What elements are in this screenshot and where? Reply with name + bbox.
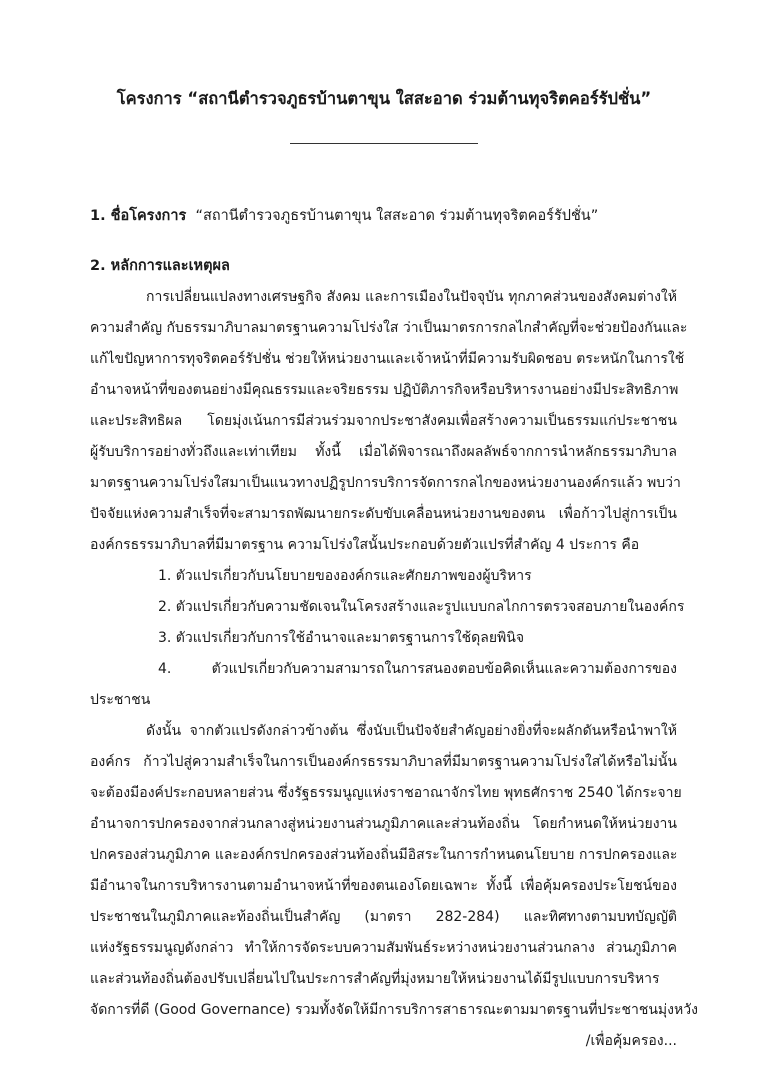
- paragraph-line: แก้ไขปัญหาการทุจริตคอร์รัปชั่น ช่วยให้หน่วยงานและเจ้าหน้าที่มีความรับผิดชอบ ตระหนักในการใช้: [90, 351, 685, 367]
- continuation-note: /เพื่อคุ้มครอง...: [585, 1033, 677, 1049]
- section-2-label: 2. หลักการและเหตุผล: [90, 258, 230, 274]
- paragraph-line: ผู้รับบริการอย่างทั่วถึงและเท่าเทียม ทั้งนี้ เมื่อได้พิจารณาถึงผลลัพธ์จากการนำหลักธรรมาภิบาล: [90, 444, 677, 460]
- paragraph-line: มีอำนาจในการบริหารงานตามอำนาจหน้าที่ของตนเองโดยเฉพาะ ทั้งนี้ เพื่อคุ้มครองประโยชน์ของ: [90, 878, 677, 894]
- list-item: 3. ตัวแปรเกี่ยวกับการใช้อำนาจและมาตรฐานการใช้ดุลยพินิจ: [158, 630, 525, 646]
- section-1-label: 1. ชื่อโครงการ: [90, 208, 187, 224]
- section-1-value: “สถานีตำรวจภูธรบ้านตาขุน ใสสะอาด ร่วมต้านทุจริตคอร์รัปชั่น”: [195, 208, 599, 224]
- list-item-continuation: ประชาชน: [90, 692, 151, 708]
- paragraph-line: องค์กรธรรมาภิบาลที่มีมาตรฐาน ความโปร่งใสนั้นประกอบด้วยตัวแปรที่สำคัญ 4 ประการ คือ: [90, 537, 640, 553]
- paragraph-line: ประชาชนในภูมิภาคและท้องถิ่นเป็นสำคัญ (มาตรา 282-284) และทิศทางตามบทบัญญัติ: [90, 909, 677, 925]
- section-project-name: [90, 204, 598, 227]
- paragraph-line: องค์กร ก้าวไปสู่ความสำเร็จในการเป็นองค์กรธรรมาภิบาลที่มีมาตรฐานความโปร่งใสได้หรือไม่นั้น: [90, 754, 677, 770]
- body-text: [90, 284, 698, 1028]
- paragraph-line: อำนาจการปกครองจากส่วนกลางสู่หน่วยงานส่วนภูมิภาคและส่วนท้องถิ่น โดยกำหนดให้หน่วยงาน: [90, 816, 677, 832]
- paragraph-line: จะต้องมีองค์ประกอบหลายส่วน ซึ่งรัฐธรรมนูญแห่งราชอาณาจักรไทย พุทธศักราช 2540 ได้กระจาย: [90, 785, 682, 801]
- paragraph-line: ปัจจัยแห่งความสำเร็จที่จะสามารถพัฒนายกระดับขับเคลื่อนหน่วยงานของตน เพื่อก้าวไปสู่การเป็น: [90, 506, 677, 522]
- paragraph-line: จัดการที่ดี (Good Governance) รวมทั้งจัดให้มีการบริการสาธารณะตามมาตรฐานที่ประชาชนมุ่งหวัง: [90, 1002, 698, 1018]
- paragraph-line: และประสิทธิผล โดยมุ่งเน้นการมีส่วนร่วมจากประชาสังคมเพื่อสร้างความเป็นธรรมแก่ประชาชน: [90, 413, 677, 429]
- paragraph-line: ความสำคัญ กับธรรมาภิบาลมาตรฐานความโปร่งใส ว่าเป็นมาตรการกลไกสำคัญที่จะช่วยป้องกันและ: [90, 320, 688, 336]
- list-item: 4. ตัวแปรเกี่ยวกับความสามารถในการสนองตอบข้อคิดเห็นและความต้องการของ: [158, 661, 677, 677]
- paragraph-line: มาตรฐานความโปร่งใสมาเป็นแนวทางปฏิรูปการบริการจัดการกลไกของหน่วยงานองค์กรแล้ว พบว่า: [90, 475, 681, 491]
- list-item: 2. ตัวแปรเกี่ยวกับความชัดเจนในโครงสร้างและรูปแบบกลไกการตรวจสอบภายในองค์กร: [158, 599, 685, 615]
- paragraph-line: อำนาจหน้าที่ของตนอย่างมีคุณธรรมและจริยธรรม ปฏิบัติภารกิจหรือบริหารงานอย่างมีประสิทธิภาพ: [90, 382, 679, 398]
- document-title: โครงการ “สถานีตำรวจภูธรบ้านตาขุน ใสสะอาด ร่วมต้านทุจริตคอร์รัปชั่น”: [116, 89, 652, 108]
- paragraph-line: แห่งรัฐธรรมนูญดังกล่าว ทำให้การจัดระบบความสัมพันธ์ระหว่างหน่วยงานส่วนกลาง ส่วนภูมิภาค: [90, 940, 677, 956]
- list-item: 1. ตัวแปรเกี่ยวกับนโยบายขององค์กรและศักยภาพของผู้บริหาร: [158, 568, 532, 584]
- paragraph-line: การเปลี่ยนแปลงทางเศรษฐกิจ สังคม และการเมืองในปัจจุบัน ทุกภาคส่วนของสังคมต่างให้: [146, 289, 677, 305]
- paragraph-line: ดังนั้น จากตัวแปรดังกล่าวข้างต้น ซึ่งนับเป็นปัจจัยสำคัญอย่างยิ่งที่จะผลักดันหรือนำพาให้: [146, 723, 677, 739]
- paragraph-line: ปกครองส่วนภูมิภาค และองค์กรปกครองส่วนท้องถิ่นมีอิสระในการกำหนดนโยบาย การปกครองและ: [90, 847, 678, 863]
- title-divider: [290, 143, 478, 144]
- paragraph-line: และส่วนท้องถิ่นต้องปรับเปลี่ยนไปในประการสำคัญที่มุ่งหมายให้หน่วยงานได้มีรูปแบบการบริหาร: [90, 971, 660, 987]
- section-2-heading: [90, 254, 230, 277]
